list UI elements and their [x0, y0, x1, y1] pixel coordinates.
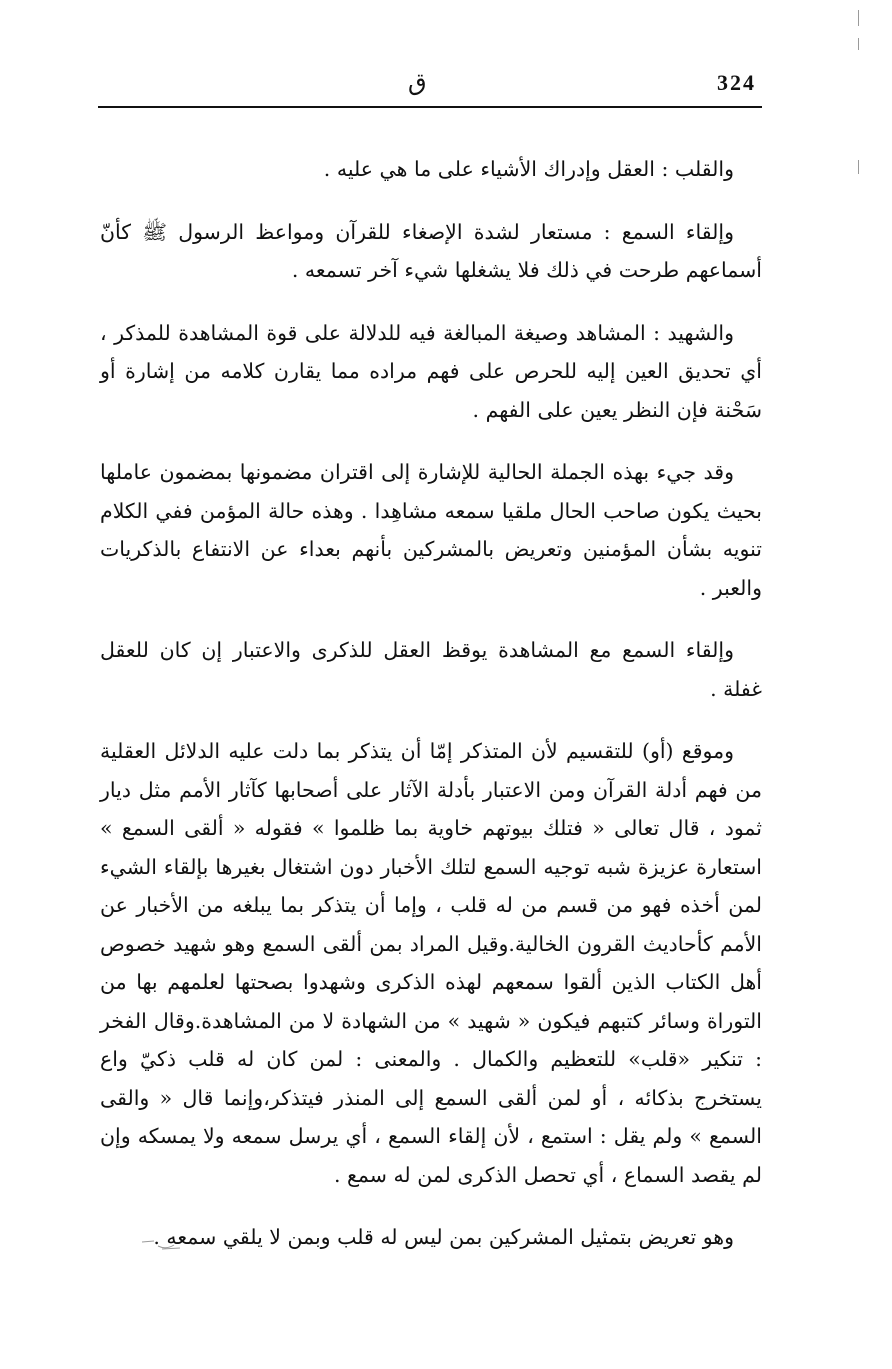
paragraph: وهو تعريض بتمثيل المشركين بمن ليس له قلب وبمن لا يلقي سمعه .: [153, 1225, 734, 1249]
body-text: [100, 150, 762, 1281]
page-header: [98, 64, 762, 104]
paragraph: وإلقاء السمع مع المشاهدة يوقظ العقل للذكرى والاعتبار إن كان للعقل غفلة .: [100, 638, 762, 701]
scan-smudge: [140, 1238, 184, 1252]
scan-mark: [858, 38, 859, 50]
paragraph: والشهيد : المشاهد وصيغة المبالغة فيه للدلالة على قوة المشاهدة للمذكر ، أي تحديق العين إليه للحرص على فهم مراده مما يقارن كلامه من إشارة أو سَحْنة فإن النظر يعين على الفهم .: [100, 320, 762, 422]
paragraph: وقد جيء بهذه الجملة الحالية للإشارة إلى اقتران مضمونها بمضمون عاملها بحيث يكون صاحب الحال ملقيا سمعه مشاهِدا . وهذه حالة المؤمن ففي الكلام تنويه بشأن المؤمنين وتعريض بالمشركين بأنهم بعداء عن الانتفاع بالذكريات والعبر .: [100, 460, 762, 600]
running-head: ق: [408, 68, 427, 96]
scan-mark: [858, 10, 859, 26]
paragraph: وموقع (أو) للتقسيم لأن المتذكر إمّا أن يتذكر بما دلت عليه الدلائل العقلية من فهم أدلة القرآن ومن الاعتبار بأدلة الآثار على أصحابها كآثار الأمم مثل ديار ثمود ، قال تعالى « فتلك بيوتهم خاوية بما ظلموا » فقوله « ألقى السمع » استعارة عزيزة شبه توجيه السمع لتلك الأخبار دون اشتغال بغيرها بإلقاء الشيء لمن أخذه فهو من قسم من له قلب ، وإما أن يتذكر بما يبلغه من الأخبار عن الأمم كأحاديث القرون الخالية.وقيل المراد بمن ألقى السمع وهو شهيد خصوص أهل الكتاب الذين ألقوا سمعهم لهذه الذكرى وشهدوا بصحتها لعلمهم بها من التوراة وسائر كتبهم فيكون « شهيد » من الشهادة لا من المشاهدة.وقال الفخر : تنكير «قلب» للتعظيم والكمال . والمعنى : لمن كان له قلب ذكيّ واع يستخرج بذكائه ، أو لمن ألقى السمع إلى المنذر فيتذكر،وإنما قال « والقى السمع » ولم يقل : استمع ، لأن إلقاء السمع ، أي يرسل سمعه ولا يمسكه وإن لم يقصد السماع ، أي تحصل الذكرى لمن له سمع .: [100, 739, 762, 1187]
page-number: 324: [717, 70, 756, 95]
scan-mark: [858, 160, 859, 174]
header-rule: [98, 106, 762, 108]
paragraph: وإلقاء السمع : مستعار لشدة الإصغاء للقرآن ومواعظ الرسول ﷺ كأنّ أسماعهم طرحت في ذلك فلا يشغلها شيء آخر تسمعه .: [100, 219, 762, 282]
paragraph: والقلب : العقل وإدراك الأشياء على ما هي عليه .: [323, 157, 734, 181]
